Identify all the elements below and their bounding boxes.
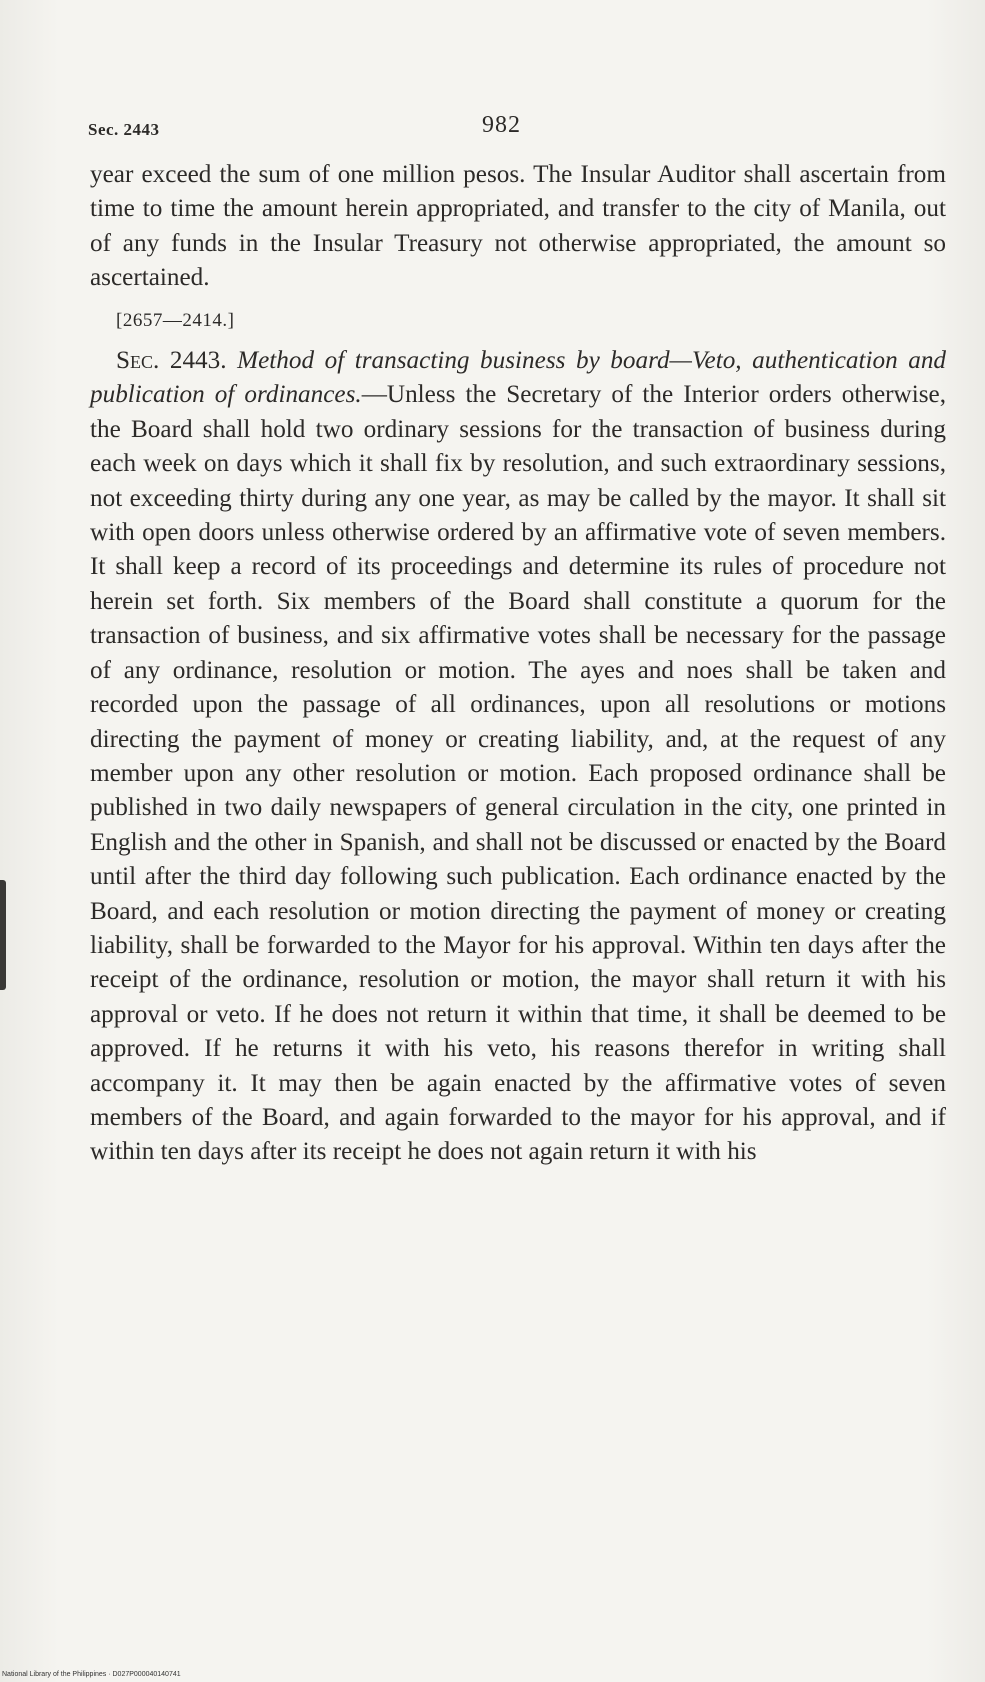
scan-credit: National Library of the Philippines · D027P000040140741 [2,1671,181,1678]
page-number: 982 [482,112,521,138]
page-header [88,112,948,152]
page-body [90,158,946,1170]
section-body: —Unless the Secretary of the Interior orders otherwise, the Board shall hold two ordinary sessions for the transaction of business during each week on days which it shall fix by resolution, and such extraordinary sessions, not exceeding thirty during any one year, as may be called by the mayor. It shall sit with open doors unless otherwise ordered by an affirmative vote of seven members. It shall keep a record of its proceedings and determine its rules of procedure not herein set forth. Six members of the Board shall constitute a quorum for the transaction of business, and six affirmative votes shall be necessary for the passage of any ordinance, resolution or motion. The ayes and noes shall be taken and recorded upon the passage of all ordinances, upon all resolutions or motions directing the payment of money or creating liability, and, at the request of any member upon any other resolution or motion. Each proposed ordinance shall be published in two daily newspapers of general circulation in the city, one printed in English and the other in Spanish, and shall not be discussed or enacted by the Board until after the third day following such publication. Each ordinance enacted by the Board, and each resolution or motion directing the payment of money or creating liability, shall be forwarded to the Mayor for his approval. Within ten days after the receipt of the ordinance, resolution or motion, the mayor shall return it with his approval or veto. If he does not return it within that time, it shall be deemed to be approved. If he returns it with his veto, his reasons therefor in writing shall accompany it. It may then be again enacted by the affirmative votes of seven members of the Board, and again forwarded to the mayor for his approval, and if within ten days after its receipt he does not again return it with his [90,381,946,1166]
section-title: Method of transacting business by board—Veto, authentication and publication of ordinances. [90,347,947,409]
section-reference: Sec. 2443 [88,120,160,139]
continuation-paragraph: year exceed the sum of one million pesos. The Insular Auditor shall ascertain from time to time the amount herein appropriated, and transfer to the city of Manila, out of any funds in the Insular Treasury not otherwise appropriated, the amount so ascertained. [90,161,946,292]
scan-edge-mark [0,880,6,990]
section-paragraph [90,344,946,1170]
source-citation: [2657—2414.] [116,309,235,331]
section-number: Sec. 2443. [116,347,227,375]
